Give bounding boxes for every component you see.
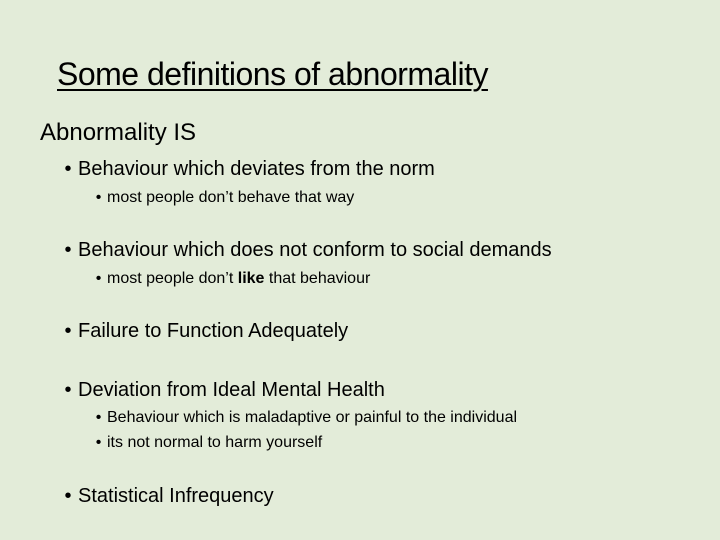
bullet-glyph: •	[64, 379, 72, 401]
slide-title: Some definitions of abnormality	[57, 56, 488, 92]
bullet-item	[58, 158, 435, 181]
bullet-glyph: •	[64, 320, 72, 342]
sub-bullet-text: its not normal to harm yourself	[107, 434, 323, 451]
bullet-glyph: •	[64, 239, 72, 261]
bullet-glyph: •	[64, 485, 72, 507]
sub-bullet-item	[90, 434, 322, 452]
bullet-text: Statistical Infrequency	[78, 485, 274, 507]
bullet-text: Failure to Function Adequately	[78, 320, 349, 342]
sub-bullet-text: most people don’t behave that way	[107, 189, 355, 206]
sub-bullet-item	[90, 409, 517, 427]
sub-bullet-text-before: most people don’t	[107, 270, 238, 287]
bullet-glyph: •	[95, 434, 102, 451]
bullet-glyph: •	[95, 409, 102, 426]
sub-bullet-emphasis: like	[237, 270, 265, 287]
bullet-item	[58, 485, 274, 508]
sub-bullet-item	[90, 270, 370, 288]
slide-heading: Abnormality IS	[40, 119, 197, 146]
bullet-text: Behaviour which does not conform to social demands	[78, 239, 552, 261]
bullet-text: Deviation from Ideal Mental Health	[78, 379, 385, 401]
bullet-item	[58, 379, 385, 402]
bullet-glyph: •	[95, 189, 102, 206]
bullet-item	[58, 239, 552, 262]
bullet-text: Behaviour which deviates from the norm	[78, 158, 435, 180]
bullet-glyph: •	[64, 158, 72, 180]
bullet-glyph: •	[95, 270, 102, 287]
sub-bullet-item	[90, 189, 354, 207]
sub-bullet-text-after: that behaviour	[264, 270, 371, 287]
bullet-item	[58, 320, 348, 343]
sub-bullet-text: Behaviour which is maladaptive or painful to the individual	[107, 409, 518, 426]
